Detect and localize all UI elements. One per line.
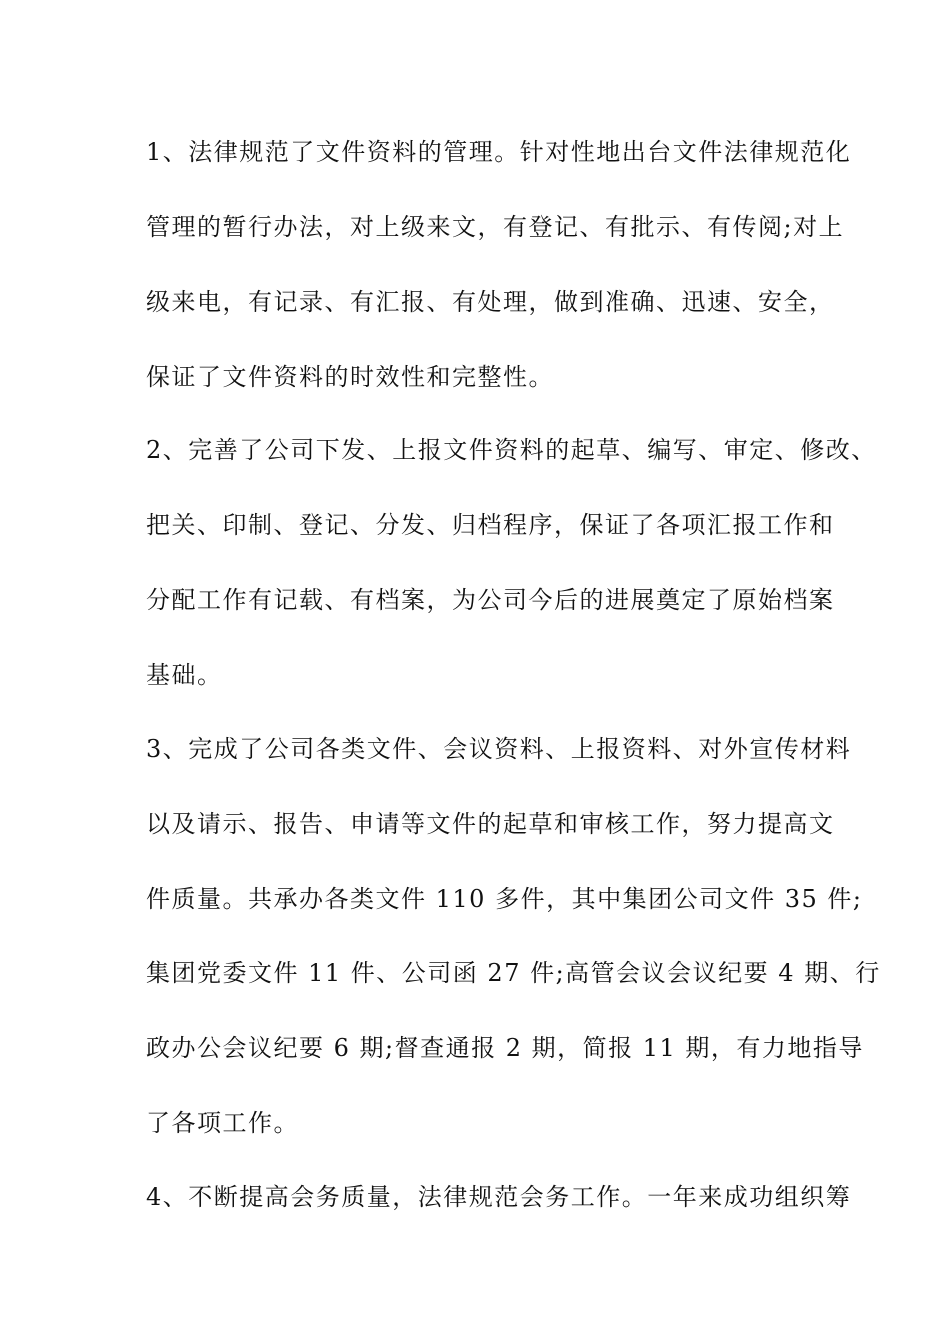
paragraph-3-line-5: 政办公会议纪要 6 期;督查通报 2 期，简报 11 期，有力地指导 [146,1034,864,1062]
paragraph-4-line-1: 4、不断提高会务质量，法律规范会务工作。一年来成功组织筹 [146,1183,852,1211]
paragraph-2-line-1: 2、完善了公司下发、上报文件资料的起草、编写、审定、修改、 [146,436,877,464]
paragraph-2-line-4: 基础。 [146,661,223,689]
paragraph-3-line-1: 3、完成了公司各类文件、会议资料、上报资料、对外宣传材料 [146,735,852,763]
paragraph-3-line-3: 件质量。共承办各类文件 110 多件，其中集团公司文件 35 件; [146,885,863,913]
paragraph-1-line-1: 1、法律规范了文件资料的管理。针对性地出台文件法律规范化 [146,138,852,166]
paragraph-3-line-6: 了各项工作。 [146,1109,299,1137]
paragraph-1-line-3: 级来电，有记录、有汇报、有处理，做到准确、迅速、安全， [146,288,835,316]
paragraph-3-line-2: 以及请示、报告、申请等文件的起草和审核工作，努力提高文 [146,810,835,838]
paragraph-2-line-3: 分配工作有记载、有档案，为公司今后的进展奠定了原始档案 [146,586,835,614]
paragraph-1-line-2: 管理的暂行办法，对上级来文，有登记、有批示、有传阅;对上 [146,213,845,241]
paragraph-3-line-4: 集团党委文件 11 件、公司函 27 件;高管会议会议纪要 4 期、行 [146,959,881,987]
paragraph-1-line-4: 保证了文件资料的时效性和完整性。 [146,363,554,391]
paragraph-2-line-2: 把关、印制、登记、分发、归档程序，保证了各项汇报工作和 [146,511,835,539]
